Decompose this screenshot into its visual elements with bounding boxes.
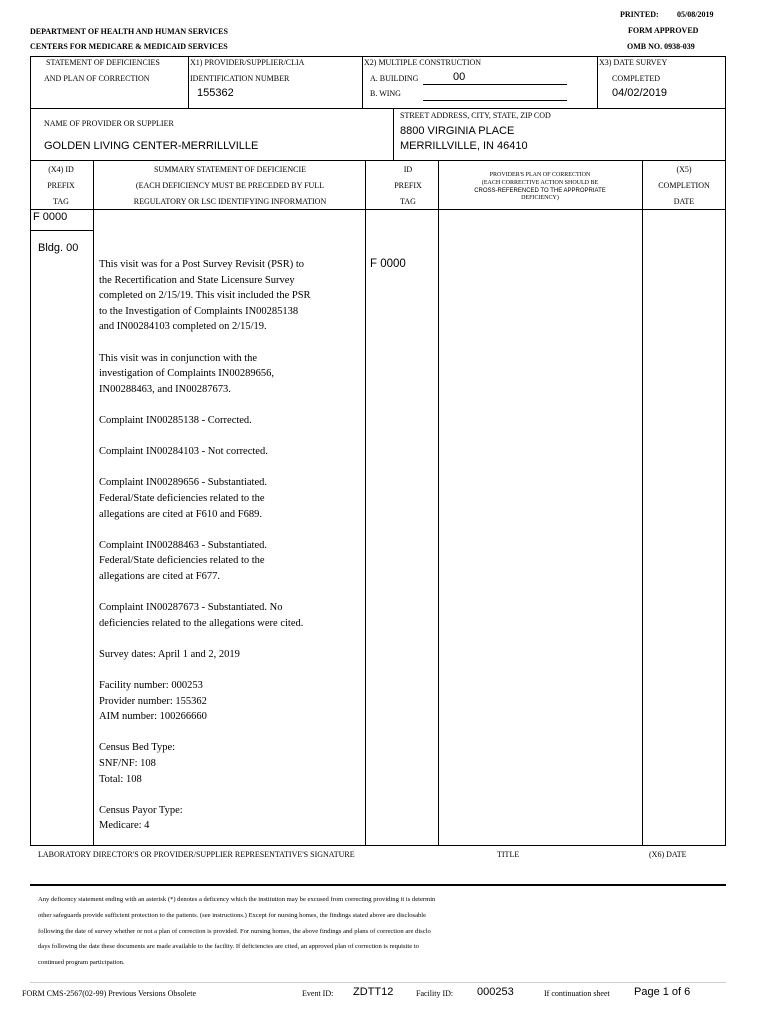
x6-date-label: (X6) DATE	[649, 850, 687, 859]
paragraph: Census Bed Type: SNF/NF: 108 Total: 108	[99, 742, 176, 785]
rule	[188, 56, 189, 108]
provider-name-label: NAME OF PROVIDER OR SUPPLIER	[44, 119, 174, 128]
plan-sublabel: DEFICIENCY)	[521, 195, 559, 201]
rule	[30, 982, 726, 983]
page-number: Page 1 of 6	[634, 986, 691, 998]
rule	[597, 56, 598, 108]
x5-completion-label: COMPLETION	[658, 181, 710, 190]
disclaimer-line: days following the date these documents are made available to the facility. If deficiencies are cited, an approved plan of correction is requisite to	[38, 943, 419, 950]
building-value: 00	[453, 71, 466, 83]
x1-label: X1) PROVIDER/SUPPLIER/CLIA	[190, 58, 305, 67]
x5-label: (X5)	[676, 165, 692, 174]
paragraph: This visit was for a Post Survey Revisit (PSR) to the Recertification and State Licensure Survey completed on 2/15/19. This visit included the PSR to the Investigation of Complaints IN00285138 and IN00284103 completed on 2/15/19.	[99, 259, 311, 333]
disclaimer-line: following the date of survey whether or not a plan of correction is provided. For nursing homes, the above findings and plans of correction are disclo	[38, 928, 431, 935]
id-tag-label: TAG	[400, 197, 416, 206]
event-id-value: ZDTT12	[353, 986, 394, 998]
x4-prefix-label: PREFIX	[47, 181, 75, 190]
rule	[30, 160, 726, 161]
plan-sublabel: CROSS-REFERENCED TO THE APPROPRIATE	[474, 188, 606, 194]
paragraph: Complaint IN00288463 - Substantiated. Federal/State deficiencies related to the allegations are cited at F677.	[99, 539, 267, 582]
event-id-label: Event ID:	[302, 989, 334, 998]
rule	[438, 160, 439, 846]
printed-label: PRINTED:	[620, 10, 659, 19]
cms-title: CENTERS FOR MEDICARE & MEDICAID SERVICES	[30, 42, 228, 51]
x2-label: X2) MULTIPLE CONSTRUCTION	[364, 58, 482, 67]
signature-label: LABORATORY DIRECTOR'S OR PROVIDER/SUPPLIER REPRESENTATIVE'S SIGNATURE	[38, 850, 355, 859]
rule	[30, 230, 94, 231]
plan-label: AND PLAN OF CORRECTION	[44, 74, 150, 83]
plan-label: PROVIDER'S PLAN OF CORRECTION	[489, 172, 591, 178]
disclaimer-line: other safeguards provide sufficient protection to the patients. (see instructions.) Except for nursing homes, the findings stated above are disclosable	[38, 912, 427, 919]
rule	[93, 160, 94, 846]
rule	[642, 160, 643, 846]
id-label: ID	[403, 165, 413, 174]
wing-label: B. WING	[370, 89, 401, 98]
paragraph: Survey dates: April 1 and 2, 2019	[99, 648, 240, 660]
x3-label: X3) DATE SURVEY	[599, 58, 668, 67]
paragraph: Complaint IN00284103 - Not corrected.	[99, 446, 268, 458]
x4-id-label: (X4) ID	[48, 165, 74, 174]
rule	[30, 56, 31, 108]
facility-id-label: Facility ID:	[416, 989, 454, 998]
rule	[30, 108, 726, 109]
rule	[30, 108, 31, 160]
paragraph: Facility number: 000253 Provider number: 155362 AIM number: 100266660	[99, 680, 207, 723]
building-tag: Bldg. 00	[38, 242, 79, 254]
continuation-label: If continuation sheet	[544, 989, 610, 998]
department-title: DEPARTMENT OF HEALTH AND HUMAN SERVICES	[30, 27, 228, 36]
facility-id-value: 000253	[477, 986, 514, 998]
paragraph: This visit was in conjunction with the investigation of Complaints IN00289656, IN00288463, and IN00287673.	[99, 352, 274, 395]
summary-sublabel: (EACH DEFICIENCY MUST BE PRECEDED BY FULL	[135, 181, 325, 190]
address-line2: MERRILLVILLE, IN 46410	[400, 140, 528, 152]
plan-sublabel: (EACH CORRECTIVE ACTION SHOULD BE	[481, 180, 599, 186]
rule	[362, 56, 363, 108]
summary-label: SUMMARY STATEMENT OF DEFICIENCIE	[153, 165, 307, 174]
wing-underline	[423, 100, 567, 101]
rule	[30, 209, 726, 210]
x3-sublabel: COMPLETED	[612, 74, 660, 83]
omb-number: OMB NO. 0938-039	[627, 42, 695, 51]
rule	[725, 108, 726, 160]
rule	[725, 160, 726, 846]
building-label: A. BUILDING	[370, 74, 419, 83]
disclaimer-line: continued program participation.	[38, 959, 125, 966]
provider-name-value: GOLDEN LIVING CENTER-MERRILLVILLE	[44, 140, 259, 152]
summary-statement	[99, 257, 369, 850]
rule	[30, 160, 31, 846]
statement-label: STATEMENT OF DEFICIENCIES	[46, 58, 160, 67]
rule	[30, 56, 726, 57]
address-label: STREET ADDRESS, CITY, STATE, ZIP COD	[400, 111, 551, 120]
paragraph: Census Payor Type: Medicare: 4	[99, 804, 183, 832]
form-approved: FORM APPROVED	[628, 26, 699, 35]
x5-date-label: DATE	[673, 197, 695, 206]
right-tag: F 0000	[370, 258, 406, 270]
rule	[725, 56, 726, 108]
form-number: FORM CMS-2567(02-99) Previous Versions Obsolete	[22, 989, 197, 998]
provider-id-value: 155362	[197, 87, 234, 99]
printed-date: 05/08/2019	[677, 10, 714, 19]
paragraph: Complaint IN00285138 - Corrected.	[99, 414, 252, 426]
summary-sublabel: REGULATORY OR LSC IDENTIFYING INFORMATION	[133, 197, 327, 206]
paragraph: Complaint IN00287673 - Substantiated. No deficiencies related to the allegations were cited.	[99, 602, 304, 629]
survey-date-value: 04/02/2019	[612, 87, 668, 99]
x4-tag-label: TAG	[53, 197, 69, 206]
left-tag: F 0000	[33, 211, 68, 223]
x1-sublabel: IDENTIFICATION NUMBER	[190, 74, 290, 83]
address-line1: 8800 VIRGINIA PLACE	[400, 125, 515, 137]
paragraph: Complaint IN00289656 - Substantiated. Federal/State deficiencies related to the allegations are cited at F610 and F689.	[99, 477, 267, 520]
disclaimer-line: Any deficency statement ending with an asterisk (*) denotes a deficency which the institution may be excused from correcting providing it is determin	[38, 896, 436, 903]
title-label: TITLE	[497, 850, 520, 859]
rule	[30, 884, 726, 886]
rule	[393, 108, 394, 160]
building-underline	[423, 84, 567, 85]
id-prefix-label: PREFIX	[394, 181, 422, 190]
